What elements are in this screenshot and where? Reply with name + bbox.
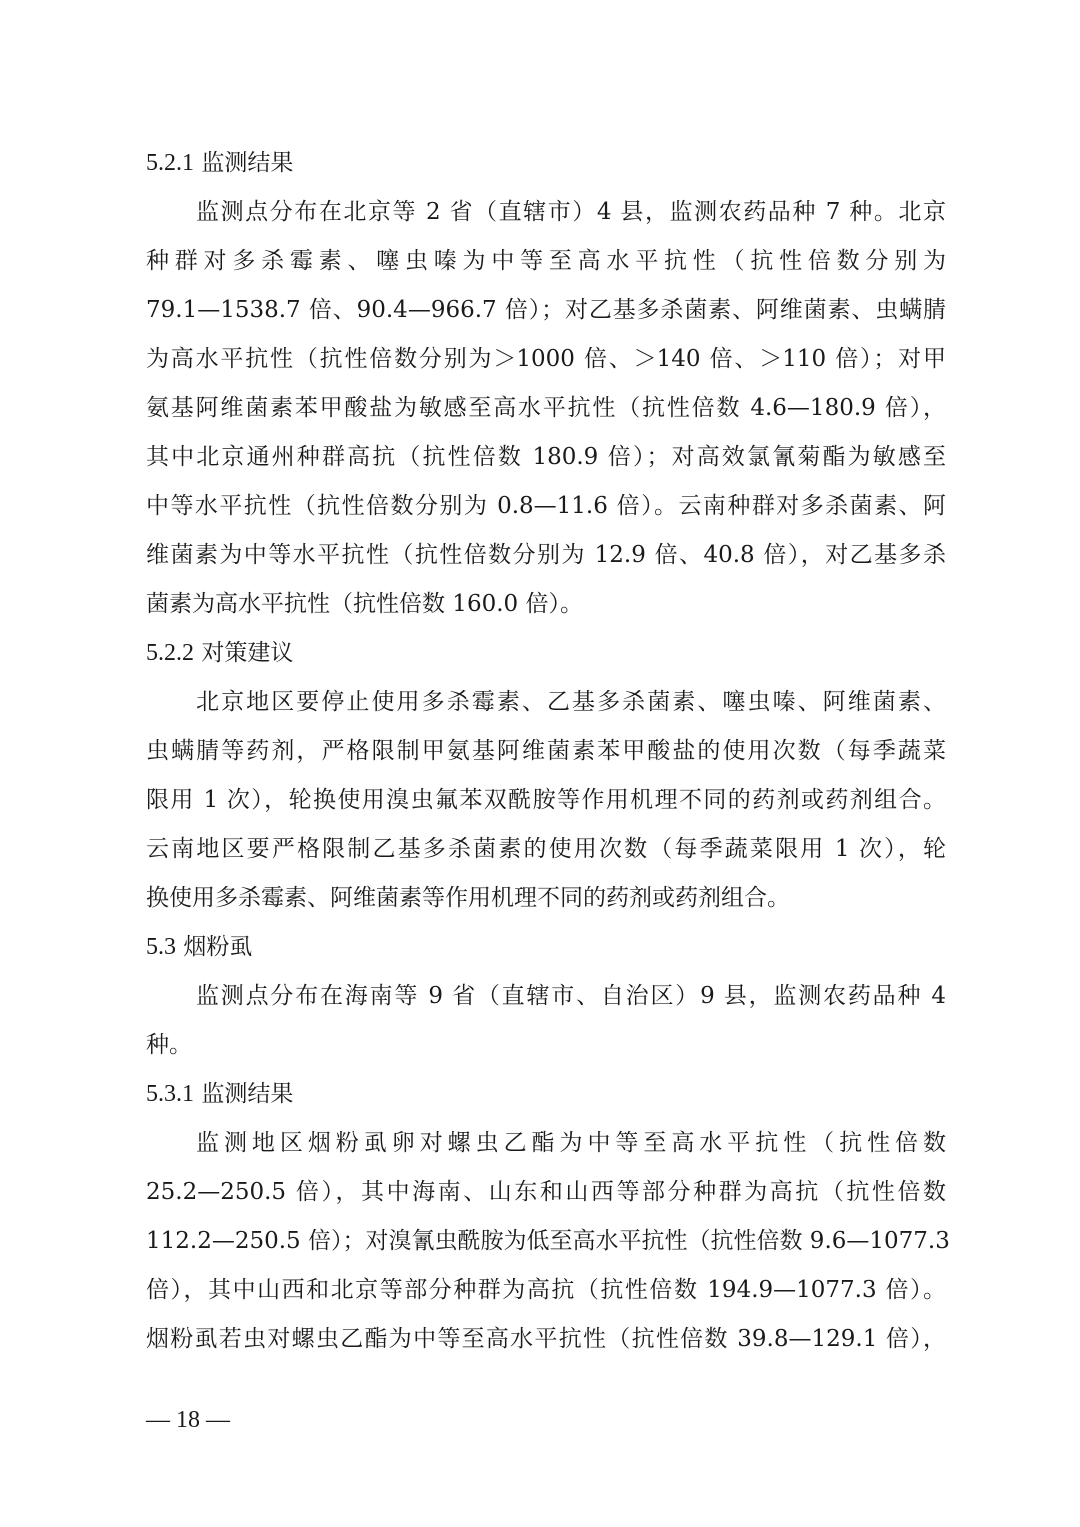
section-heading-5-3-1: 5.3.1 监测结果 xyxy=(146,1081,294,1107)
text-line: 种。 xyxy=(146,1032,192,1058)
text-line: 换使用多杀霉素、阿维菌素等作用机理不同的药剂或药剂组合。 xyxy=(146,885,790,911)
text-line: 限用 1 次），轮换使用溴虫氟苯双酰胺等作用机理不同的药剂或药剂组合。 xyxy=(146,787,946,813)
document-body xyxy=(146,139,950,1364)
text-line: 北京地区要停止使用多杀霉素、乙基多杀菌素、噻虫嗪、阿维菌素、 xyxy=(196,689,946,715)
text-line: 云南地区要严格限制乙基多杀菌素的使用次数（每季蔬菜限用 1 次），轮 xyxy=(146,836,946,862)
text-line: 虫螨腈等药剂，严格限制甲氨基阿维菌素苯甲酸盐的使用次数（每季蔬菜 xyxy=(146,738,946,764)
text-line: 监测地区烟粉虱卵对螺虫乙酯为中等至高水平抗性（抗性倍数 xyxy=(196,1130,946,1156)
paragraph-5-3-1-results xyxy=(146,1119,950,1364)
text-line: 为高水平抗性（抗性倍数分别为＞1000 倍、＞140 倍、＞110 倍）；对甲 xyxy=(146,346,946,372)
page-number: — 18 — xyxy=(146,1407,230,1433)
paragraph-5-3-overview xyxy=(146,972,946,1070)
text-line: 监测点分布在北京等 2 省（直辖市）4 县，监测农药品种 7 种。北京 xyxy=(196,199,946,225)
text-line: 监测点分布在海南等 9 省（直辖市、自治区）9 县，监测农药品种 4 xyxy=(196,983,946,1009)
text-line: 氨基阿维菌素苯甲酸盐为敏感至高水平抗性（抗性倍数 4.6—180.9 倍）， xyxy=(146,395,946,421)
paragraph-5-2-1-results xyxy=(146,188,946,629)
paragraph-5-2-2-recommendations xyxy=(146,678,946,923)
text-line: 菌素为高水平抗性（抗性倍数 160.0 倍）。 xyxy=(146,591,583,617)
text-line: 倍），其中山西和北京等部分种群为高抗（抗性倍数 194.9—1077.3 倍）。 xyxy=(146,1277,946,1303)
text-line: 25.2—250.5 倍），其中海南、山东和山西等部分种群为高抗（抗性倍数 xyxy=(146,1179,946,1205)
text-line: 维菌素为中等水平抗性（抗性倍数分别为 12.9 倍、40.8 倍），对乙基多杀 xyxy=(146,542,946,568)
text-line: 种群对多杀霉素、噻虫嗪为中等至高水平抗性（抗性倍数分别为 xyxy=(146,248,946,274)
text-line: 112.2—250.5 倍）；对溴氰虫酰胺为低至高水平抗性（抗性倍数 9.6—1077.3 xyxy=(146,1228,950,1254)
section-heading-5-2-1: 5.2.1 监测结果 xyxy=(146,150,294,176)
section-heading-5-2-2: 5.2.2 对策建议 xyxy=(146,640,294,666)
text-line: 79.1—1538.7 倍、90.4—966.7 倍）；对乙基多杀菌素、阿维菌素、虫螨腈 xyxy=(146,297,946,323)
text-line: 烟粉虱若虫对螺虫乙酯为中等至高水平抗性（抗性倍数 39.8—129.1 倍）， xyxy=(146,1326,946,1352)
text-line: 其中北京通州种群高抗（抗性倍数 180.9 倍）；对高效氯氰菊酯为敏感至 xyxy=(146,444,946,470)
section-heading-5-3: 5.3 烟粉虱 xyxy=(146,934,253,960)
text-line: 中等水平抗性（抗性倍数分别为 0.8—11.6 倍）。云南种群对多杀菌素、阿 xyxy=(146,493,946,519)
